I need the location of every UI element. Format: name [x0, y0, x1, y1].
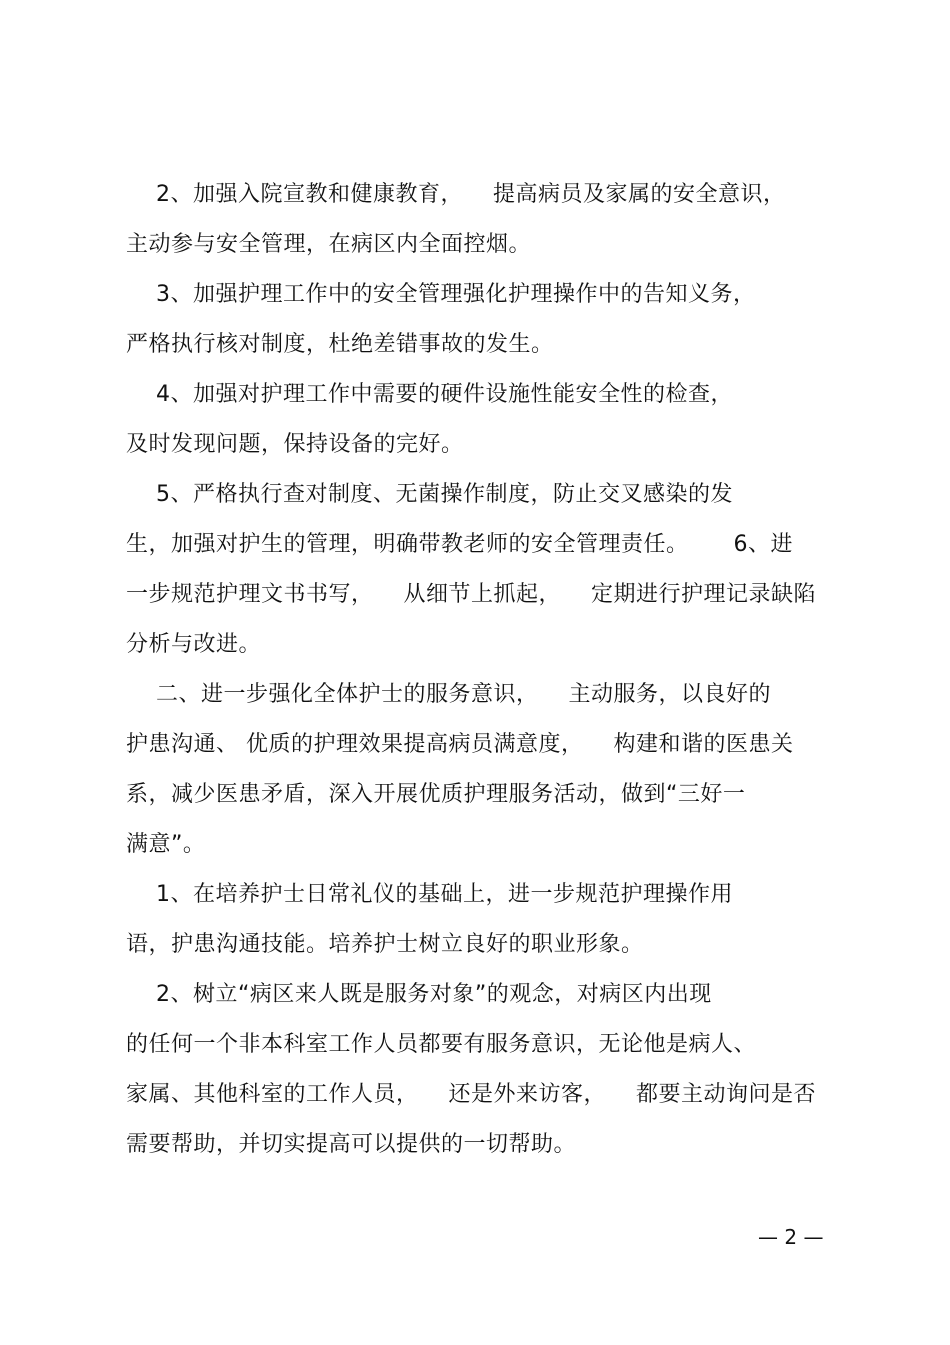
- text-line: 3、加强护理工作中的安全管理强化护理操作中的告知义务，: [126, 282, 756, 307]
- text-line: 语，护患沟通技能。培养护士树立良好的职业形象。: [126, 932, 644, 957]
- text-line: 家属、其他科室的工作人员， 还是外来访客， 都要主动询问是否: [126, 1082, 816, 1107]
- text-line: 分析与改进。: [126, 632, 262, 657]
- text-line: 5、严格执行查对制度、无菌操作制度，防止交叉感染的发: [126, 482, 733, 507]
- text-line: 主动参与安全管理，在病区内全面控烟。: [126, 232, 532, 257]
- text-line: 2、树立“病区来人既是服务对象”的观念，对病区内出现: [126, 982, 712, 1007]
- text-line: 一步规范护理文书书写， 从细节上抓起， 定期进行护理记录缺陷: [126, 582, 816, 607]
- text-line: 满意”。: [126, 832, 206, 857]
- text-line: 严格执行核对制度，杜绝差错事故的发生。: [126, 332, 554, 357]
- text-line: 的任何一个非本科室工作人员都要有服务意识，无论他是病人、: [126, 1032, 757, 1057]
- page-number: — 2 —: [758, 1225, 824, 1249]
- text-line: 二、进一步强化全体护士的服务意识， 主动服务，以良好的: [126, 682, 771, 707]
- text-line: 4、加强对护理工作中需要的硬件设施性能安全性的检查，: [126, 382, 733, 407]
- text-line: 生，加强对护生的管理，明确带教老师的安全管理责任。 6、进: [126, 532, 793, 557]
- text-line: 需要帮助，并切实提高可以提供的一切帮助。: [126, 1132, 577, 1157]
- text-line: 1、在培养护士日常礼仪的基础上，进一步规范护理操作用: [126, 882, 733, 907]
- text-line: 系，减少医患矛盾，深入开展优质护理服务活动，做到“三好一: [126, 782, 746, 807]
- text-line: 护患沟通、 优质的护理效果提高病员满意度， 构建和谐的医患关: [126, 732, 794, 757]
- text-line: 及时发现问题，保持设备的完好。: [126, 432, 464, 457]
- text-line: 2、加强入院宣教和健康教育， 提高病员及家属的安全意识，: [126, 182, 786, 207]
